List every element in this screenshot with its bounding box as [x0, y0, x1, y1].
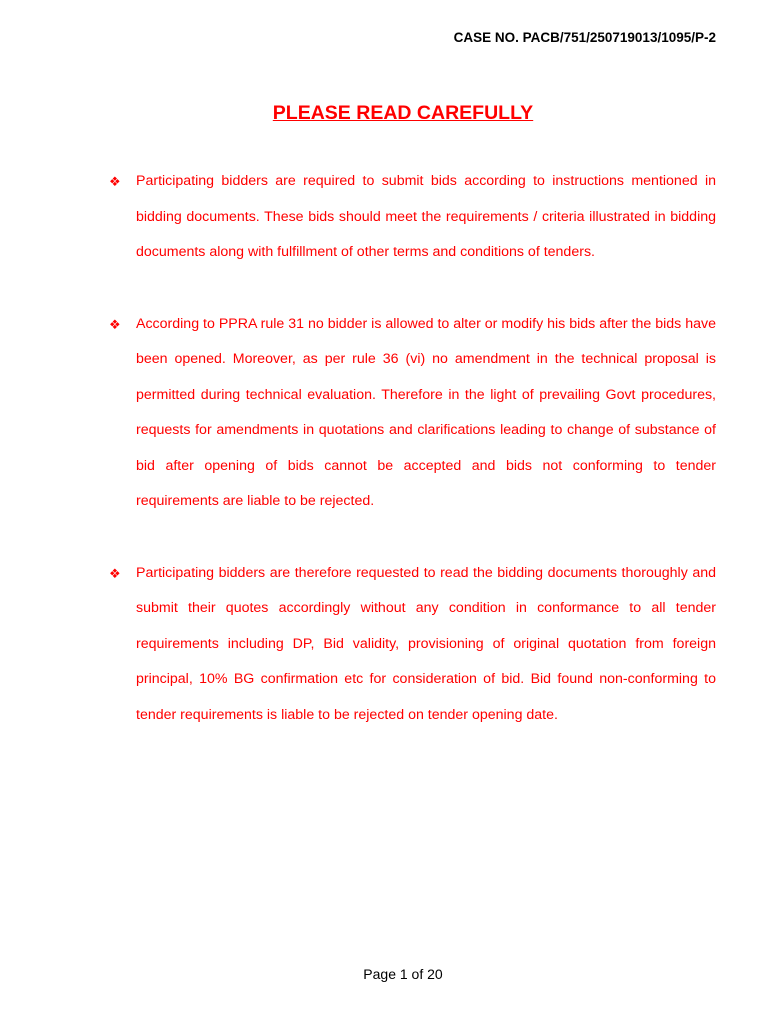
instructions-list [0, 164, 770, 733]
page-title: PLEASE READ CAREFULLY [272, 102, 534, 124]
page-number: Page 1 of 20 [363, 966, 443, 982]
list-item [0, 307, 716, 520]
case-number: CASE NO. PACB/751/250719013/1095/P-2 [453, 30, 716, 45]
bullet-text: Participating bidders are required to submit bids according to instructions mentioned in bidding documents. These bids should meet the requirements / criteria illustrated in bidding documents along with fulfillment of other terms and conditions of tenders. [136, 173, 716, 260]
bullet-text: According to PPRA rule 31 no bidder is allowed to alter or modify his bids after the bids have been opened. Moreover, as per rule 36 (vi) no amendment in the technical proposal is permitted during technical evaluation. Therefore in the light of prevailing Govt procedures, requests for amendments in quotations and clarifications leading to change of substance of bid after opening of bids cannot be accepted and bids not conforming to tender requirements are liable to be rejected. [136, 315, 716, 509]
list-item [0, 556, 716, 734]
diamond-bullet-icon: ❖ [109, 316, 121, 332]
bullet-text: Participating bidders are therefore requested to read the bidding documents thoroughly and submit their quotes accordingly without any condition in conformance to all tender requirements including DP, Bid validity, provisioning of original quotation from foreign principal, 10% BG confirmation etc for consideration of bid. Bid found non-conforming to tender requirements is liable to be rejected on tender opening date. [136, 564, 716, 723]
diamond-bullet-icon: ❖ [109, 565, 121, 581]
list-item [0, 164, 716, 271]
diamond-bullet-icon: ❖ [109, 174, 121, 189]
